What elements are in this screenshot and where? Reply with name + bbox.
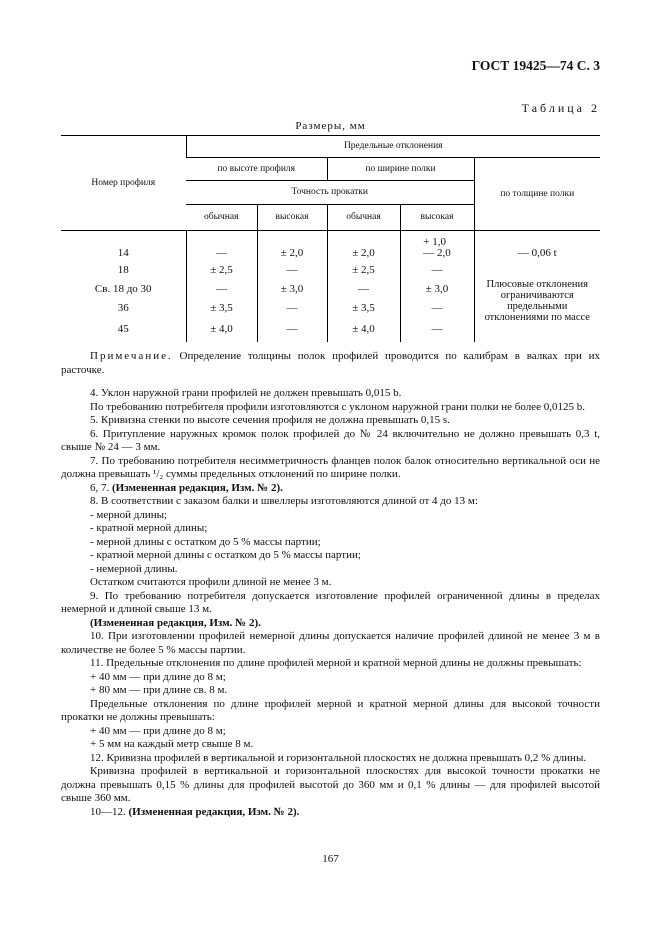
col-height-header: по высоте профиля xyxy=(186,158,327,181)
cell-profile: 14 xyxy=(61,231,186,261)
w-high-minus: — 2,0 xyxy=(423,246,451,259)
paragraph-4b: По требованию потребителя профили изготовляются с уклоном наружной грани полки не более 0,0125 b. xyxy=(90,400,585,413)
cell-w-normal: — xyxy=(327,280,400,299)
note-label: Примечание. xyxy=(90,350,173,362)
cell-w-normal: ± 4,0 xyxy=(327,318,400,342)
page-number: 167 xyxy=(322,853,339,865)
thickness-note: Плюсовые отклонения ограничиваются предельными отклонениями по массе xyxy=(474,261,600,342)
paragraph-8: 8. В соответствии с заказом балки и швеллеры изготовляются длиной от 4 до 13 м: xyxy=(90,495,478,507)
cell-h-high: ± 3,0 xyxy=(257,280,327,299)
cell-profile: Св. 18 до 30 xyxy=(94,282,152,295)
cell-h-normal: — xyxy=(186,280,257,299)
col-high-header: высокая xyxy=(400,205,474,231)
edition-text: (Измененная редакция, Изм. № 2). xyxy=(128,805,300,818)
list-item: - мерной длины; xyxy=(90,508,168,521)
cell-profile: 45 xyxy=(117,323,129,335)
cell-profile: 36 xyxy=(117,301,129,314)
w-high-plus: + 1,0 xyxy=(423,235,446,248)
cell-h-normal: ± 3,5 xyxy=(186,299,257,318)
paragraph-10: 10. При изготовлении профилей немерной длины допускается наличие профилей длиной не менее 3 м в количестве не более 5 % массы партии. xyxy=(61,630,600,656)
table-label: Таблица 2 xyxy=(521,101,600,115)
paragraph-4a: 4. Уклон наружной грани профилей не должен превышать 0,015 b. xyxy=(90,387,402,399)
page-header: ГОСТ 19425—74 С. 3 xyxy=(471,58,600,73)
paragraph-12b: Кривизна профилей в вертикальной и горизонтальной плоскостях для высокой точности прокатки не должна превышать 0,15 % длины для профилей высотой до 360 мм и 0,1 % длины — для профилей высотой свыше 360 мм. xyxy=(61,765,600,804)
cell-h-high: — xyxy=(257,318,327,342)
cell-h-high: ± 2,0 xyxy=(257,231,327,261)
paragraph-11d: + 40 мм — при длине до 8 м; xyxy=(90,724,226,737)
list-item: - немерной длины. xyxy=(90,562,178,575)
cell-w-high xyxy=(400,231,474,261)
note-text: Определение толщины полок профилей проводится по калибрам в валках при их расточке. xyxy=(61,350,601,376)
list-item: - кратной мерной длины; xyxy=(90,522,208,534)
edition-note-9 xyxy=(61,617,600,631)
cell-h-high: — xyxy=(257,299,327,318)
edition-text: (Измененная редакция, Изм. № 2). xyxy=(90,616,261,629)
paragraph-12: 12. Кривизна профилей в вертикальной и горизонтальной плоскостях не должна превышать 0,2 % длины. xyxy=(90,751,587,764)
col-normal-header: обычная xyxy=(327,205,400,231)
document-body xyxy=(61,350,600,819)
cell-h-normal: ± 4,0 xyxy=(186,318,257,342)
paragraph-11c: Предельные отклонения по длине профилей мерной и кратной мерной длины для высокой точности прокатки не должны превышать: xyxy=(61,697,600,723)
paragraph-11e: + 5 мм на каждый метр свыше 8 м. xyxy=(90,738,254,750)
col-high-header: высокая xyxy=(257,205,327,231)
cell-w-high: — xyxy=(400,318,474,342)
cell-w-high: — xyxy=(400,261,474,280)
table-row xyxy=(61,261,600,280)
cell-profile: 18 xyxy=(117,263,129,276)
col-normal-header: обычная xyxy=(186,205,257,231)
dimensions-table xyxy=(61,135,600,342)
col-width-header: по ширине полки xyxy=(327,158,474,181)
table-row xyxy=(61,231,600,261)
paragraph-11: 11. Предельные отклонения по длине профилей мерной и кратной мерной длины не должны превышать: xyxy=(90,657,582,669)
paragraph-8b: Остатком считаются профили длиной не менее 3 м. xyxy=(90,576,332,588)
cell-w-normal: ± 2,0 xyxy=(327,231,400,261)
edition-text: (Измененная редакция, Изм. № 2). xyxy=(112,481,283,494)
paragraph-11b: + 80 мм — при длине св. 8 м. xyxy=(90,684,228,696)
list-item: - кратной мерной длины с остатком до 5 % массы партии; xyxy=(90,549,361,561)
list-item: - мерной длины с остатком до 5 % массы партии; xyxy=(90,535,321,548)
paragraph-9: 9. По требованию потребителя допускается изготовление профилей ограниченной длины в пределах немерной и длиной свыше 13 м. xyxy=(61,589,600,615)
edition-note-10-12 xyxy=(61,806,600,820)
table-caption: Размеры, мм xyxy=(295,120,366,132)
table-note xyxy=(61,350,600,377)
col-accuracy-header: Точность прокатки xyxy=(186,181,474,205)
cell-w-high: ± 3,0 xyxy=(400,280,474,299)
paragraph-6: 6. Притупление наружных кромок полок профилей до № 24 включительно не должно превышать 0,3 t, свыше № 24 — 3 мм. xyxy=(61,427,600,453)
cell-h-normal: ± 2,5 xyxy=(186,261,257,280)
paragraph-5: 5. Кривизна стенки по высоте сечения профиля не должна превышать 0,15 s. xyxy=(90,414,450,426)
cell-h-high: — xyxy=(257,261,327,280)
paragraph-7: 7. По требованию потребителя несимметричность фланцев полок балок относительно вертикальной оси не должна превышать ¹/₂ суммы предельных отклонений по ширине полки. xyxy=(61,454,600,480)
cell-w-normal: ± 3,5 xyxy=(327,299,400,318)
edition-number: 6, 7. xyxy=(90,481,110,494)
cell-thickness: — 0,06 t xyxy=(474,231,600,261)
col-deviations-header: Предельные отклонения xyxy=(186,136,600,158)
edition-note-6-7 xyxy=(61,482,600,496)
paragraph-11a: + 40 мм — при длине до 8 м; xyxy=(90,670,226,683)
cell-w-normal: ± 2,5 xyxy=(327,261,400,280)
col-profile-header: Номер профиля xyxy=(61,136,186,231)
cell-h-normal: — xyxy=(186,231,257,261)
cell-w-high: — xyxy=(400,299,474,318)
col-thickness-header: по толщине полки xyxy=(474,158,600,231)
edition-number: 10—12. xyxy=(90,805,126,818)
